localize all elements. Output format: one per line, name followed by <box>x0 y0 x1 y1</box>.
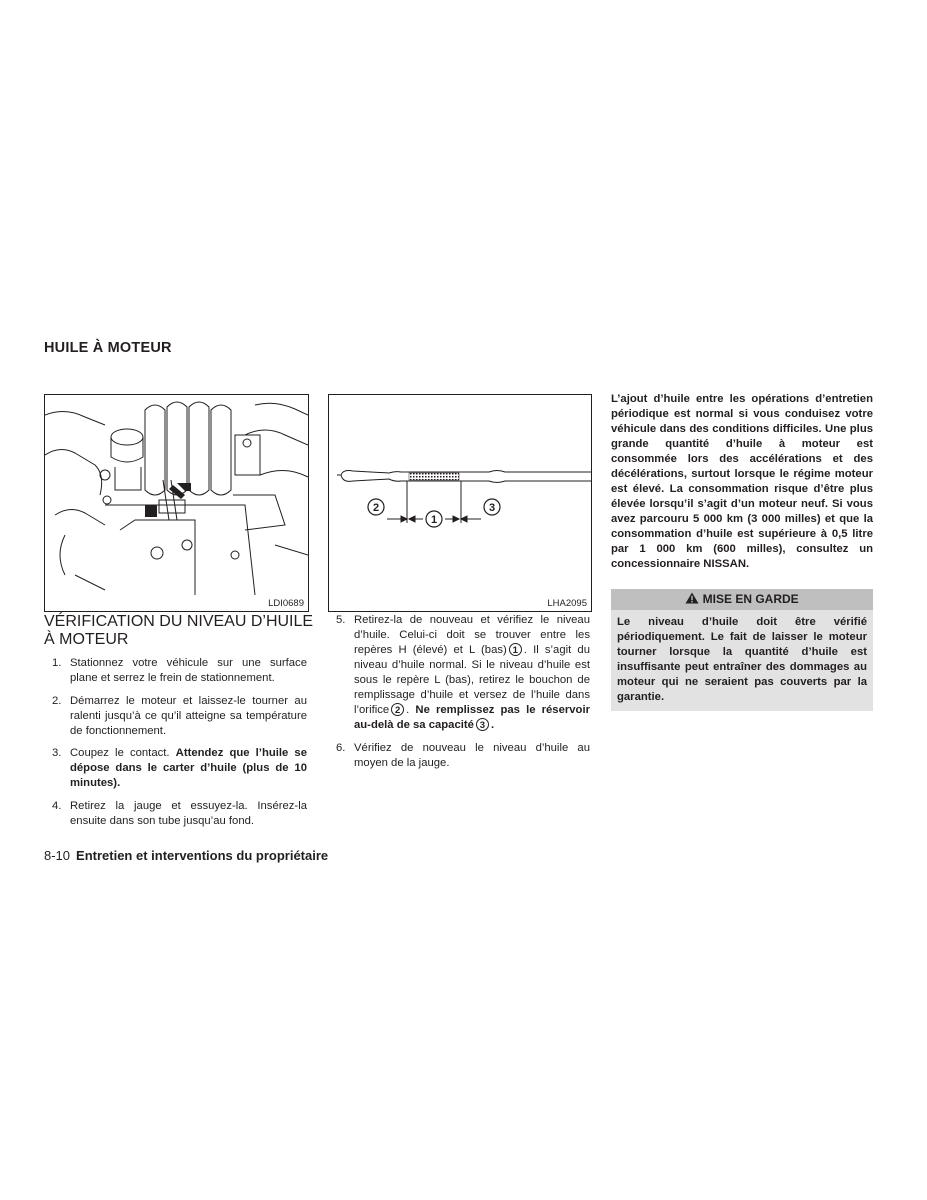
step-number: 4. <box>52 799 62 812</box>
engine-oil-dipstick-illustration <box>45 395 308 595</box>
circled-number-3: 3 <box>476 718 489 731</box>
footer-title: Entretien et interventions du propriétaire <box>76 848 329 863</box>
step-number: 1. <box>52 657 62 669</box>
step-text: Stationnez votre véhicule sur une surface plane et serrez le frein de stationnement. <box>70 657 307 684</box>
warning-box <box>611 589 873 711</box>
subsection-heading-line1: VÉRIFICATION DU NIVEAU D’HUILE <box>44 613 314 630</box>
dipstick-figure <box>328 394 592 612</box>
step-text: . <box>406 704 416 716</box>
figure-code-lha2095: LHA2095 <box>547 598 587 609</box>
step-2 <box>44 694 307 739</box>
warning-header <box>611 589 873 610</box>
oil-consumption-paragraph: L’ajout d’huile entre les opérations d’entretien périodique est normal si vous conduisez votre véhicule dans des conditions difficiles. Une plus grande quantité d’huile à moteur est consommée lors des accélérations et des décélérations, surtout lorsque le régime moteur est élevé. La consommation risque d’être plus élevée lorsqu’il s’agit d’un moteur neuf. Si vous avez parcouru 5 000 km (3 000 milles) et que la consommation d’huile est supérieure à 0,5 litre par 1 000 km (600 milles), consultez un concessionnaire NISSAN. <box>611 393 873 570</box>
figure-code-ldi0689: LDI0689 <box>268 598 304 609</box>
warning-triangle-icon <box>685 592 699 604</box>
step-number: 5. <box>336 614 346 626</box>
step-6 <box>328 741 590 771</box>
step-text: Retirez la jauge et essuyez-la. Insérez-la ensuite dans son tube jusqu’au fond. <box>70 799 307 827</box>
step-number: 2. <box>52 694 62 707</box>
step-text: . Il s’agit du niveau d’huile normal. Si le niveau d’huile est sous le repère L (bas), retirez le bouchon de remplissage d’huile et versez de l’huile dans l’orifice <box>354 644 590 716</box>
step-5 <box>328 613 590 733</box>
dipstick-label-2: 2 <box>372 502 380 514</box>
warning-title: MISE EN GARDE <box>702 592 799 606</box>
dipstick-label-1: 1 <box>430 514 438 526</box>
step-text: Coupez le contact. <box>70 747 176 759</box>
circled-number-2: 2 <box>391 703 404 716</box>
step-text: Vérifiez de nouveau le niveau d’huile au moyen de la jauge. <box>354 741 590 769</box>
warning-body: Le niveau d’huile doit être vérifié périodiquement. Le fait de laisser le moteur tourner lorsque la quantité d’huile est insuffisante peut entraîner des dommages au moteur qui ne seraient pas couverts par la garantie. <box>611 610 873 711</box>
step-number: 3. <box>52 747 62 759</box>
steps-list-left <box>44 656 307 836</box>
step-4 <box>44 799 307 829</box>
step-text-bold-end: . <box>490 719 495 731</box>
step-3 <box>44 746 307 791</box>
step-text-bold: Attendez que l’huile se dépose dans le carter d’huile (plus de 10 minutes). <box>70 747 307 789</box>
subsection-heading <box>44 613 314 649</box>
step-text-bold: Ne remplissez pas le réservoir au-delà de sa capacité <box>354 704 590 731</box>
section-title: HUILE À MOTEUR <box>44 340 172 356</box>
step-text: Retirez-la de nouveau et vérifiez le niveau d’huile. Celui-ci doit se trouver entre les repères H (élevé) et L (bas) <box>354 614 590 656</box>
step-number: 6. <box>336 741 346 754</box>
subsection-heading-line2: À MOTEUR <box>44 631 129 648</box>
engine-figure <box>44 394 309 612</box>
page-footer <box>44 848 328 863</box>
dipstick-label-3: 3 <box>488 502 496 514</box>
steps-list-middle <box>328 613 590 778</box>
page-number: 8-10 <box>44 848 71 863</box>
dipstick-level-diagram <box>329 395 591 595</box>
step-text: Démarrez le moteur et laissez-le tourner au ralenti jusqu’à ce qu’il atteigne sa température de fonctionnement. <box>70 694 307 737</box>
step-1 <box>44 656 307 686</box>
circled-number-1: 1 <box>509 643 522 656</box>
